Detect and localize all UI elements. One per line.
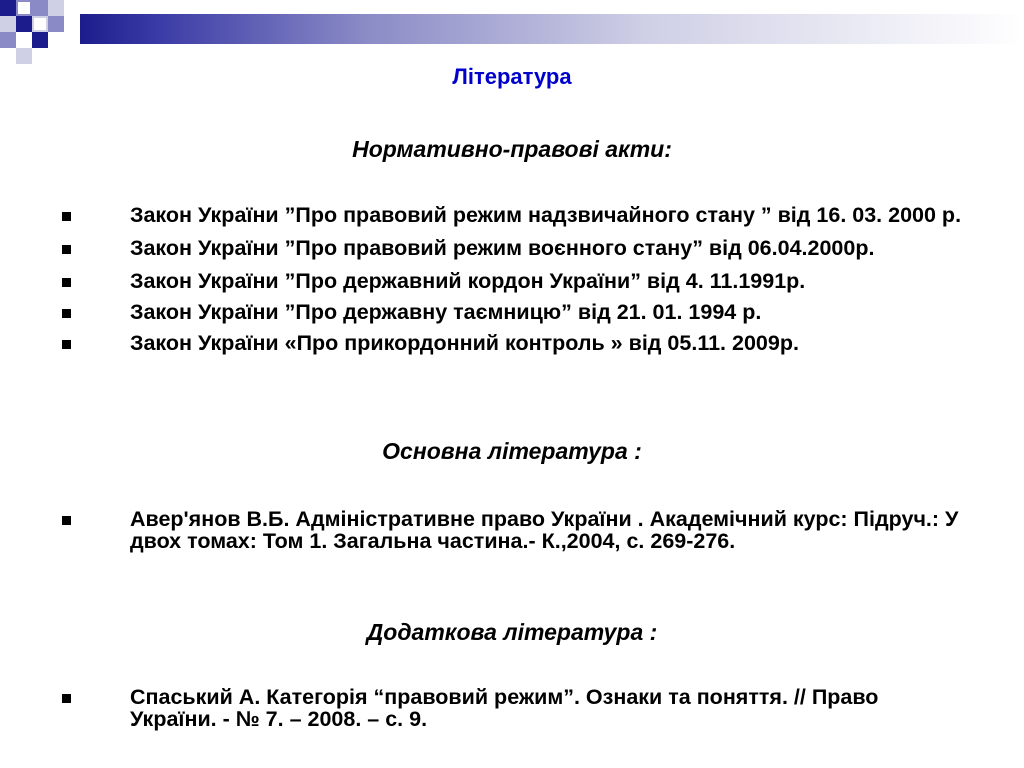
decor-square-11 xyxy=(16,48,32,64)
square-bullet-icon xyxy=(62,516,71,525)
list-item xyxy=(62,508,962,552)
list-item-text: Закон України «Про прикордонний контроль » від 05.11. 2009р. xyxy=(130,331,799,355)
square-bullet-icon xyxy=(62,694,71,703)
square-bullet-icon xyxy=(62,212,71,221)
normative-acts-list xyxy=(62,204,962,354)
list-item xyxy=(62,270,962,292)
square-bullet-icon xyxy=(62,340,71,349)
list-item-text: Спаський А. Категорія “правовий режим”. Ознаки та поняття. // Право України. - № 7. – 2008. – с. 9. xyxy=(130,685,879,731)
list-item-text: Закон України ”Про державний кордон України” від 4. 11.1991р. xyxy=(130,269,806,293)
decor-square-10 xyxy=(32,32,48,48)
main-literature-heading: Основна література : xyxy=(382,438,642,464)
square-bullet-icon xyxy=(62,245,71,254)
slide-title: Література xyxy=(452,64,572,89)
square-bullet-icon xyxy=(62,278,71,287)
main-literature-list xyxy=(62,508,962,552)
list-item-text: Закон України ”Про правовий режим воєнного стану” від 06.04.2000р. xyxy=(130,236,875,260)
decor-square-2 xyxy=(16,0,32,16)
additional-literature-heading: Додаткова література : xyxy=(366,619,658,645)
decor-square-7 xyxy=(32,16,48,32)
square-bullet-icon xyxy=(62,309,71,318)
decor-square-4 xyxy=(48,0,64,16)
decor-square-8 xyxy=(48,16,64,32)
list-item xyxy=(62,332,962,354)
list-item xyxy=(62,237,962,259)
list-item-text: Закон України ”Про правовий режим надзвичайного стану ” від 16. 03. 2000 р. xyxy=(130,203,962,227)
normative-acts-heading: Нормативно-правові акти: xyxy=(352,136,672,162)
list-item-text: Закон України ”Про державну таємницю” від 21. 01. 1994 р. xyxy=(130,300,762,324)
list-item xyxy=(62,204,962,226)
decor-square-3 xyxy=(32,0,48,16)
decor-square-1 xyxy=(0,0,16,16)
list-item xyxy=(62,686,962,730)
header-gradient-bar xyxy=(80,14,1024,44)
additional-literature-list xyxy=(62,686,962,730)
decor-square-9 xyxy=(0,32,16,48)
list-item-text: Авер'янов В.Б. Адміністративне право України . Академічний курс: Підруч.: У двох томах: Том 1. Загальна частина.- К.,2004, с. 269-276. xyxy=(130,507,959,553)
decor-square-5 xyxy=(0,16,16,32)
list-item xyxy=(62,301,962,323)
decor-square-6 xyxy=(16,16,32,32)
